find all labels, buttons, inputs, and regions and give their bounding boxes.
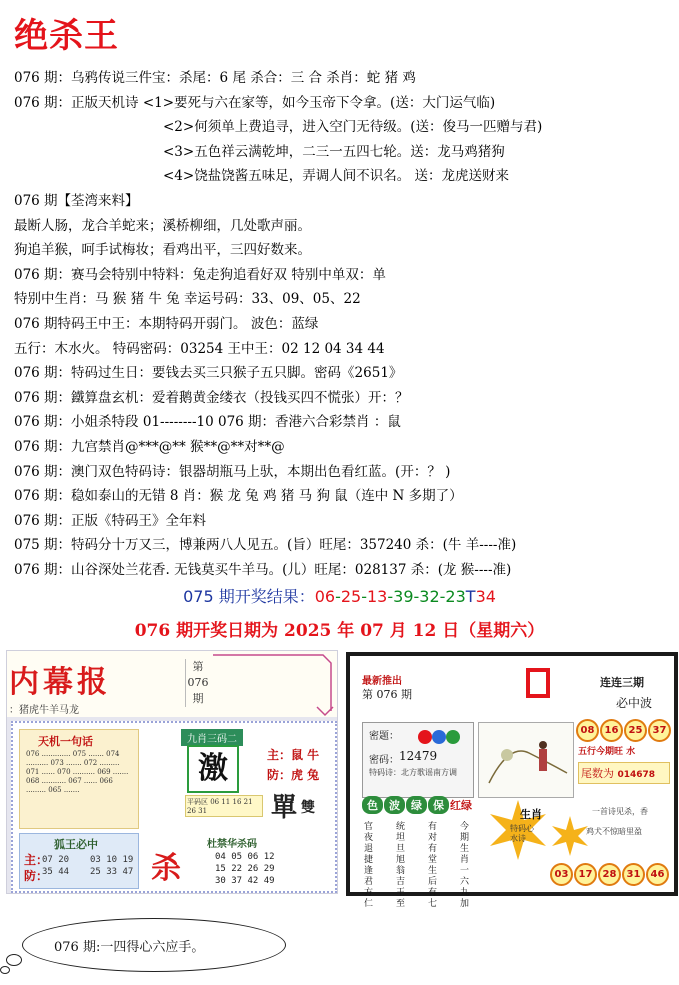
wave-badge: 保	[428, 796, 449, 814]
line-14: 076 期：鐵算盘玄机：爱着鹅黄金缕衣（投钱买四不慌张）开：？	[14, 389, 409, 406]
neimu-newspaper-image	[6, 650, 338, 894]
tema-xinshui: 特码心水诗	[510, 824, 534, 843]
huwang-title: 狐王必中	[54, 838, 98, 851]
zhu-text: 主：鼠 牛	[267, 748, 320, 762]
page-title: 绝杀王	[14, 16, 119, 56]
line-7: 最断人肠，龙合羊蛇来；溪桥柳细，几处歌声丽。	[14, 217, 311, 234]
bizhongbo-image	[346, 652, 678, 909]
huwang-row: 25 33 47	[90, 867, 134, 877]
issue-number: 076	[187, 676, 209, 689]
result-number: 32	[419, 587, 440, 606]
newspaper-title: 内幕报	[9, 665, 111, 700]
mima-title: 密题：	[369, 731, 399, 742]
line-21: 076 期：山谷深处兰花香. 无钱莫买牛羊马。(儿）旺尾：028137 杀：(龙 猴----准)	[14, 561, 512, 578]
zhu-fang	[267, 745, 319, 785]
bubble-dot	[6, 954, 22, 966]
bizhong-label: 必中波	[616, 696, 653, 710]
result-number: 06	[314, 587, 336, 606]
result-sep: -	[361, 587, 367, 606]
sha-character: 杀	[151, 851, 181, 886]
result-number: 23	[445, 587, 466, 606]
burst-small-icon	[550, 816, 590, 856]
huwang-row: 03 10 19	[90, 855, 134, 865]
result-sep: -	[335, 587, 341, 606]
tianji-rows: 076 ............. 075 ....... 074 .......... 073 ....... 072 ......... 071 ...... 070 .......... 069 ....... 068 ........... 067 ...... 066 ......... 065 .......	[26, 750, 129, 794]
number-ball: 16	[600, 719, 623, 742]
line-8: 狗追羊猴，呵手试梅妆；看鸡出平，三四好数来。	[14, 242, 311, 259]
poem-column: 统坦旦旭翁吉王至	[396, 822, 406, 909]
huwang-zhu: 主：	[24, 853, 49, 867]
line-17: 076 期：澳门双色特码诗：银器胡瓶马上驮，本期出色看红蓝。(开：？ )	[14, 463, 451, 480]
number-ball: 08	[576, 719, 599, 742]
number-ball: 46	[646, 863, 669, 886]
tianji-title: 天机一句话	[38, 735, 93, 748]
number-ball: 03	[550, 863, 573, 886]
latest-label: 最新推出	[362, 676, 402, 687]
bubble-text: 076 期:一四得心六应手。	[54, 940, 205, 955]
result-special: 34	[475, 587, 496, 606]
huwang-numbers-1	[42, 854, 69, 878]
three-issues-label: 连连三期	[600, 676, 644, 689]
ink-painting	[478, 722, 574, 798]
number-ball: 28	[598, 863, 621, 886]
poem-column: 有对有堂生后有七	[428, 822, 438, 909]
number-ball: 31	[622, 863, 645, 886]
fang-text: 防：虎 兔	[267, 768, 320, 782]
mima-box	[362, 722, 474, 798]
line-12: 五行：木水火。 特码密码：03254 王中王：02 12 04 34 44	[14, 340, 385, 357]
huwang-box	[19, 833, 139, 889]
line-3: <2>何须单上费追寻，进入空门无待级。(送：俊马一匹赠与君)	[163, 119, 543, 136]
newspaper-subtitle: ：猪虎牛羊马龙	[9, 705, 79, 716]
dujin-numbers	[215, 851, 275, 887]
dujin-title: 杜禁华杀码	[207, 839, 257, 850]
ink-painting-icon	[479, 723, 573, 797]
line-10: 特别中生肖：马 猴 猪 牛 兔 幸运号码：33、09、05、22	[14, 291, 361, 308]
huwang-numbers-2	[90, 854, 133, 878]
line-16: 076 期：九宫禁肖@***@** 猴**@**对**@	[14, 438, 285, 455]
jiu-title: 九肖三码二	[181, 729, 243, 746]
number-ball: 25	[624, 719, 647, 742]
line-9: 076 期：赛马会特别中特料：兔走狗追看好双 特别中单双：单	[14, 266, 386, 283]
result-number: 13	[367, 587, 388, 606]
bubble-dot	[0, 966, 10, 974]
huwang-row: 35 44	[42, 867, 70, 877]
line-20: 075 期：特码分十万又三，博兼两八人见五。(旨）旺尾：357240 杀：(牛 羊----准)	[14, 537, 517, 554]
result-label: 075 期开奖结果：	[183, 587, 315, 606]
result-special-prefix: T	[465, 587, 476, 606]
issue-suffix: 期	[192, 692, 204, 705]
mima-value: 12479	[399, 749, 438, 763]
poem-note: 一首诗见杀，香	[592, 807, 648, 816]
border-decoration-icon	[213, 651, 337, 717]
huwang-fang: 防：	[24, 869, 49, 883]
mima-label: 密码：	[369, 755, 399, 766]
tianji-box	[19, 729, 139, 829]
draw-date: 076 期开奖日期为 2025 年 07 月 12 日（星期六）	[134, 621, 545, 641]
weishu-value: 014678	[617, 770, 656, 780]
red-mark-icon	[524, 666, 554, 700]
newspaper-issue	[185, 659, 210, 707]
top-balls	[576, 718, 672, 742]
weishu-label: 尾数为	[581, 767, 614, 780]
ji-character: 激	[187, 745, 239, 793]
line-2: 076 期：正版天机诗 <1>要死与六在家等，如今玉帝下令拿。(送：大门运气临)	[14, 94, 496, 111]
result-number: 25	[340, 587, 362, 606]
wave-red: 红绿	[450, 799, 472, 812]
wave-badge: 波	[384, 796, 405, 814]
poem-note-2: 鸡犬不惊暗里盈	[586, 827, 642, 836]
dujin-row: 30 37 42 49	[215, 876, 275, 886]
weishu-box	[578, 762, 670, 784]
pingma-box: 平码区 06 11 16 21 26 31	[185, 795, 263, 817]
tema-poem: 特码诗：北方歌谣南方调	[369, 768, 457, 777]
ball-group-icon	[415, 727, 465, 747]
huwang-row: 07 20	[42, 855, 70, 865]
shengxiao-label: 生肖	[520, 808, 542, 821]
line-19: 076 期：正版《特码王》全年料	[14, 512, 207, 529]
result-sep: -	[387, 587, 394, 606]
result-number: 39	[393, 587, 414, 606]
line-4: <3>五色祥云满乾坤，二三一五四七轮。送：龙马鸡猪狗	[163, 143, 505, 160]
dan-character: 單	[271, 793, 298, 823]
dujin-row: 15 22 26 29	[215, 864, 275, 874]
line-6: 076 期【荃湾来料】	[14, 192, 139, 209]
color-wave-row	[362, 796, 472, 814]
number-ball: 17	[574, 863, 597, 886]
number-ball: 37	[648, 719, 671, 742]
line-15: 076 期：小姐杀特段 01--------10 076 期：香港六合彩禁肖 ：鼠	[14, 414, 401, 431]
poem-column: 今期生肖一六九加	[460, 822, 470, 909]
newspaper-header	[7, 651, 337, 717]
result-sep: -	[413, 587, 420, 606]
line-11: 076 期特码王中王：本期特码开弱门。 波色：蓝绿	[14, 315, 319, 332]
line-5: <4>饶盐饶酱五味足，弄调人间不识名。 送：龙虎送财来	[163, 168, 510, 185]
shuang-character: 雙	[301, 800, 315, 816]
prediction-lines	[14, 66, 674, 582]
issue-label: 第 076 期	[362, 688, 412, 701]
poem-column: 官夜退捷逢君方仁	[364, 822, 374, 909]
line-18: 076 期：稳如泰山的无错 8 肖：猴 龙 兔 鸡 猪 马 狗 鼠（连中 N 多期了）	[14, 488, 463, 505]
result-sep: -	[439, 587, 446, 606]
dujin-box	[141, 833, 331, 887]
wave-badge: 色	[362, 796, 383, 814]
line-1: 076 期：乌鸦传说三件宝：杀尾：6 尾 杀合：三 合 杀肖：蛇 猪 鸡	[14, 70, 416, 86]
bottom-balls	[550, 862, 670, 886]
issue-prefix: 第	[192, 660, 204, 673]
wave-badge: 绿	[406, 796, 427, 814]
jiu-box	[141, 729, 331, 827]
line-13: 076 期：特码过生日：要钱去买三只猴子五只脚。密码《2651》	[14, 365, 403, 382]
dujin-row: 04 05 06 12	[215, 852, 275, 862]
newspaper-body	[11, 721, 337, 893]
wuxing-label: 五行今期旺 水	[578, 747, 636, 757]
draw-result	[0, 584, 679, 607]
